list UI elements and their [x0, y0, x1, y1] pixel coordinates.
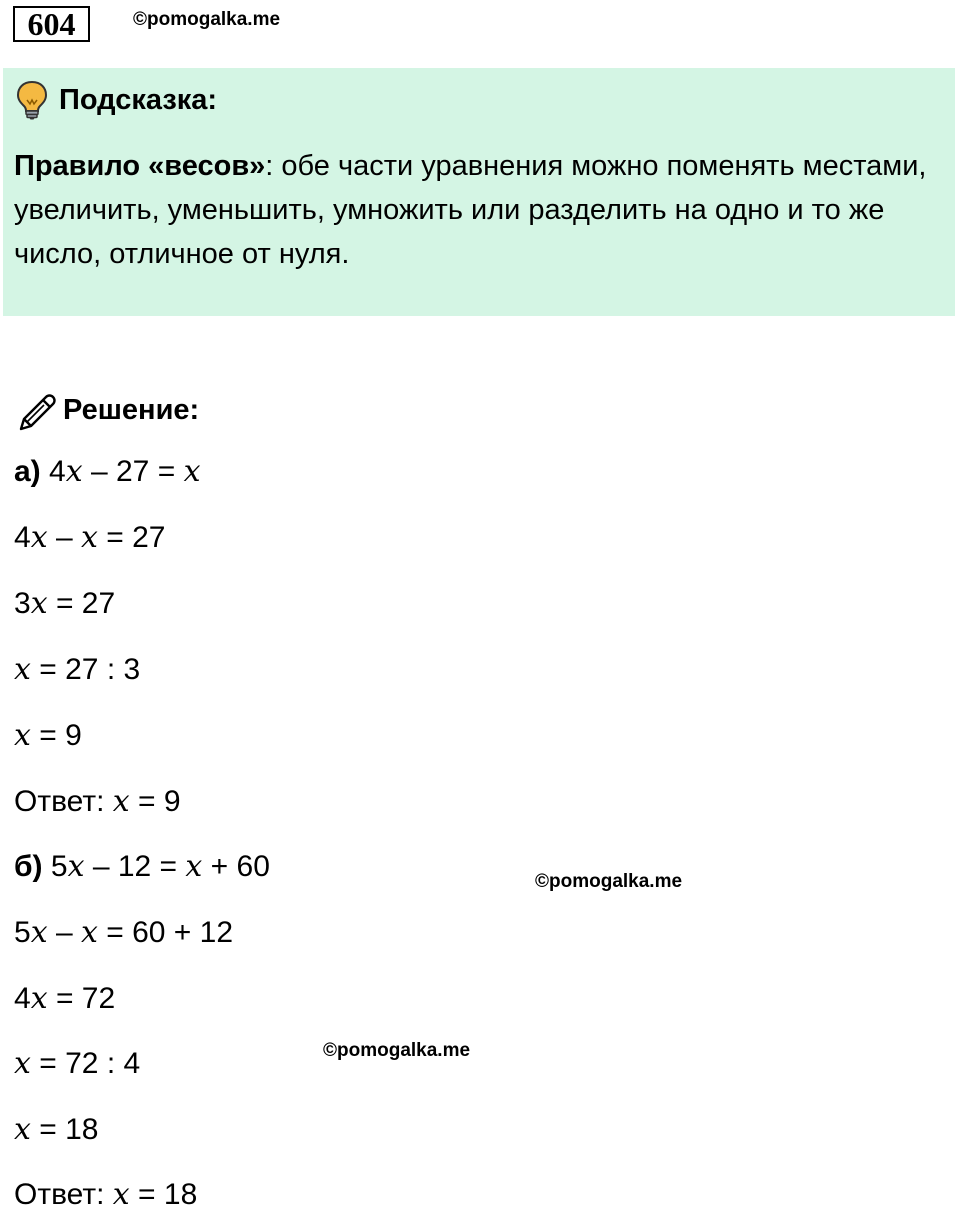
watermark-top: ©pomogalka.me	[133, 9, 281, 30]
term: + 60	[202, 850, 270, 883]
term: = 27 : 3	[30, 653, 141, 686]
variable-x: x	[112, 1177, 130, 1212]
part-a-step-4	[14, 716, 82, 756]
pencil-icon	[16, 389, 58, 431]
variable-x: x	[14, 652, 31, 687]
term: 5	[50, 850, 68, 883]
part-b-step-2	[14, 979, 115, 1019]
part-a-step-1	[14, 518, 165, 558]
part-b-equation	[14, 847, 270, 887]
variable-x: x	[183, 454, 201, 489]
hint-box	[3, 68, 955, 316]
variable-x: x	[30, 586, 48, 621]
watermark-middle: ©pomogalka.me	[535, 871, 683, 892]
part-a-equation	[14, 452, 200, 492]
term: –	[47, 521, 81, 554]
hint-rule-text	[14, 144, 944, 276]
term: = 18	[129, 1178, 198, 1211]
variable-x: x	[14, 1046, 31, 1081]
term: 4	[49, 455, 66, 488]
variable-x: x	[30, 981, 48, 1016]
part-a-label: а)	[14, 455, 41, 488]
term: 3	[14, 587, 31, 620]
variable-x: x	[80, 520, 98, 555]
term: = 9	[129, 785, 181, 818]
hint-rule-bold: Правило «весов»	[14, 150, 266, 182]
solution-title: Решение:	[63, 394, 200, 426]
term: – 27 =	[82, 455, 184, 488]
part-b-label: б)	[14, 850, 43, 883]
lightbulb-icon	[15, 80, 49, 120]
hint-rule-body: : обе части уравнения можно поменять местами, увеличить, уменьшить, умножить или разделить на одно и то же число, отличное от нуля.	[14, 150, 927, 270]
variable-x: x	[112, 784, 130, 819]
variable-x: x	[65, 454, 83, 489]
term: 4	[14, 521, 31, 554]
term: – 12 =	[84, 850, 186, 883]
part-b-step-1	[14, 913, 233, 953]
answer-label: Ответ:	[14, 785, 113, 818]
term: = 72 : 4	[30, 1047, 141, 1080]
variable-x: x	[30, 520, 48, 555]
term: = 18	[30, 1113, 99, 1146]
term: 5	[14, 916, 31, 949]
part-a-answer	[14, 782, 181, 822]
part-b-step-3	[14, 1044, 140, 1084]
hint-title: Подсказка:	[59, 84, 218, 116]
term: –	[47, 916, 81, 949]
variable-x: x	[14, 1112, 31, 1147]
term: = 60 + 12	[97, 916, 234, 949]
solution-header	[16, 388, 199, 432]
part-a-step-3	[14, 650, 140, 690]
variable-x: x	[185, 849, 203, 884]
part-b-answer	[14, 1175, 197, 1215]
variable-x: x	[14, 718, 31, 753]
answer-label: Ответ:	[14, 1178, 113, 1211]
part-b-step-4	[14, 1110, 98, 1150]
hint-header	[15, 80, 217, 120]
variable-x: x	[30, 915, 48, 950]
term: = 27	[47, 587, 116, 620]
task-number-box: 604	[13, 6, 90, 42]
variable-x: x	[80, 915, 98, 950]
variable-x: x	[67, 849, 85, 884]
watermark-lower: ©pomogalka.me	[323, 1040, 471, 1061]
term: = 9	[30, 719, 82, 752]
term: 4	[14, 982, 31, 1015]
part-a-step-2	[14, 584, 115, 624]
term: = 72	[47, 982, 116, 1015]
term: = 27	[97, 521, 166, 554]
